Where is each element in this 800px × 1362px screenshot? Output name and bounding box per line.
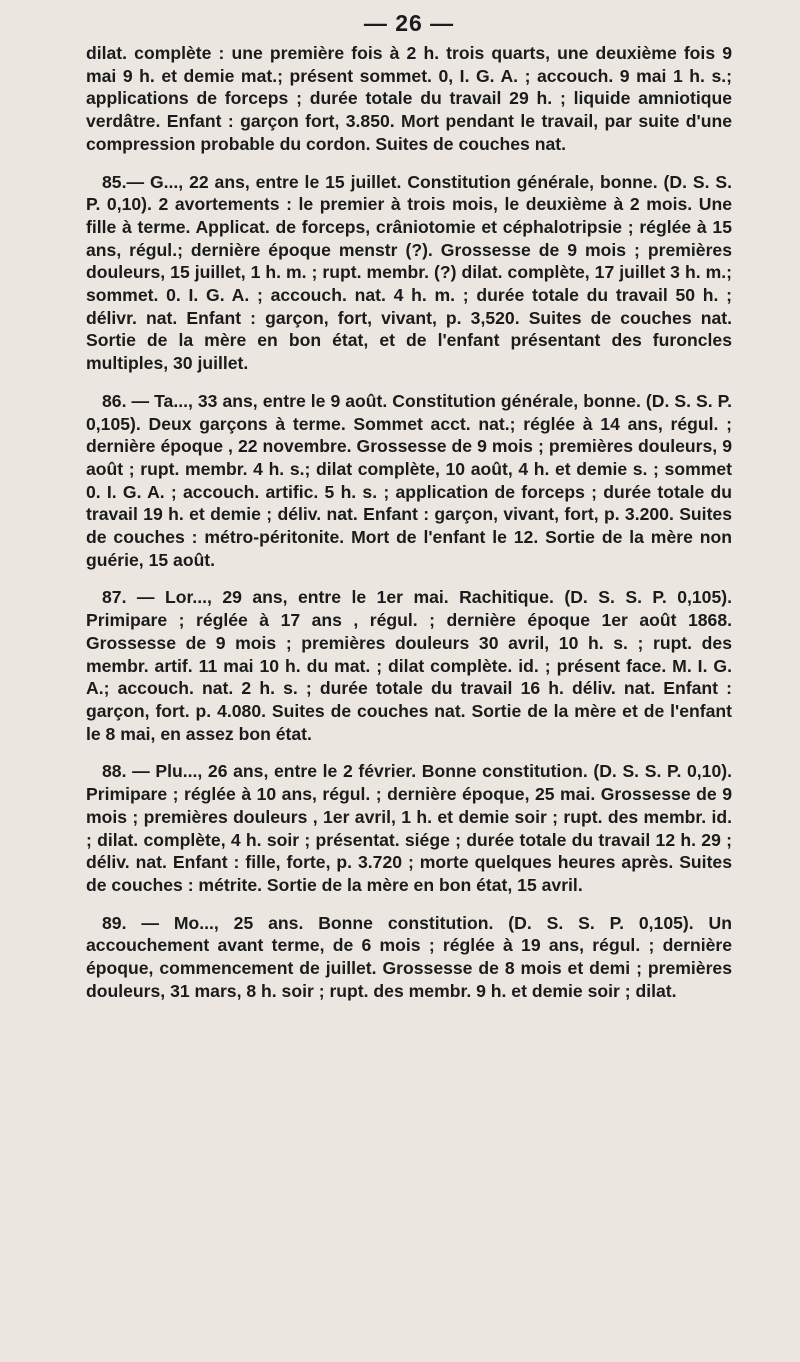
case-entry-88: 88. — Plu..., 26 ans, entre le 2 février. Bonne constitution. (D. S. S. P. 0,10). Primipare ; réglée à 10 ans, régul. ; dernière époque, 25 mai. Grossesse de 9 mois ; premières douleurs , 1er avril, 1 h. et demie soir ; rupt. des membr. id. ; dilat. complète, 4 h. soir ; présentat. siége ; durée totale du travail 12 h. 29 ; déliv. nat. Enfant : fille, forte, p. 3.720 ; morte quelques heures après. Suites de couches : métrite. Sortie de la mère en bon état, 15 avril. xyxy=(86,761,732,895)
page-number: — 26 — xyxy=(363,10,455,36)
case-entry-89: 89. — Mo..., 25 ans. Bonne constitution. (D. S. S. P. 0,105). Un accouchement avant terme, de 6 mois ; réglée à 19 ans, régul. ; dernière époque, commencement de juillet. Grossesse de 8 mois et demi ; premières douleurs, 31 mars, 8 h. soir ; rupt. des membr. 9 h. et demie soir ; dilat. xyxy=(86,912,732,1001)
case-entry-85: 85.— G..., 22 ans, entre le 15 juillet. Constitution générale, bonne. (D. S. S. P. 0,10). 2 avortements : le premier à trois mois, le deuxième à 2 mois. Une fille à terme. Applicat. de forceps, crâniotomie et céphalotripsie ; réglée à 15 ans, régul.; dernière époque menstr (?). Grossesse de 9 mois ; premières douleurs, 15 juillet, 1 h. m. ; rupt. membr. (?) dilat. complète, 17 juillet 3 h. m.; sommet. 0. I. G. A. ; accouch. nat. 4 h. m. ; durée totale du travail 50 h. ; délivr. nat. Enfant : garçon, fort, vivant, p. 3,520. Suites de couches nat. Sortie de la mère en bon état, et de l'enfant présentant des furoncles multiples, 30 juillet. xyxy=(86,171,732,374)
case-entry-84-continuation: dilat. complète : une première fois à 2 h. trois quarts, une deuxième fois 9 mai 9 h. et demie mat.; présent sommet. 0, I. G. A. ; accouch. 9 mai 1 h. s.; applications de forceps ; durée totale du travail 29 h. ; liquide amniotique verdâtre. Enfant : garçon fort, 3.850. Mort pendant le travail, par suite d'une compression probable du cordon. Suites de couches nat. xyxy=(86,43,732,154)
case-entry-87: 87. — Lor..., 29 ans, entre le 1er mai. Rachitique. (D. S. S. P. 0,105). Primipare ; réglée à 17 ans , régul. ; dernière époque 1er août 1868. Grossesse de 9 mois ; premières douleurs 30 avril, 10 h. s. ; rupt. des membr. artif. 11 mai 10 h. du mat. ; dilat complète. id. ; présent face. M. I. G. A.; accouch. nat. 2 h. s. ; durée totale du travail 16 h. déliv. nat. Enfant : garçon, fort. p. 4.080. Suites de couches nat. Sortie de la mère et de l'enfant le 8 mai, en assez bon état. xyxy=(86,587,732,744)
case-entry-86: 86. — Ta..., 33 ans, entre le 9 août. Constitution générale, bonne. (D. S. S. P. 0,105). Deux garçons à terme. Sommet acct. nat.; réglée à 14 ans, régul. ; dernière époque , 22 novembre. Grossesse de 9 mois ; premières douleurs, 9 août ; rupt. membr. 4 h. s.; dilat complète, 10 août, 4 h. et demie s. ; sommet 0. I. G. A. ; accouch. artific. 5 h. s. ; application de forceps ; durée totale du travail 19 h. et demie ; déliv. nat. Enfant : garçon, vivant, fort, p. 3.200. Suites de couches : métro-péritonite. Mort de l'enfant le 12. Sortie de la mère non guérie, 15 août. xyxy=(86,390,732,570)
